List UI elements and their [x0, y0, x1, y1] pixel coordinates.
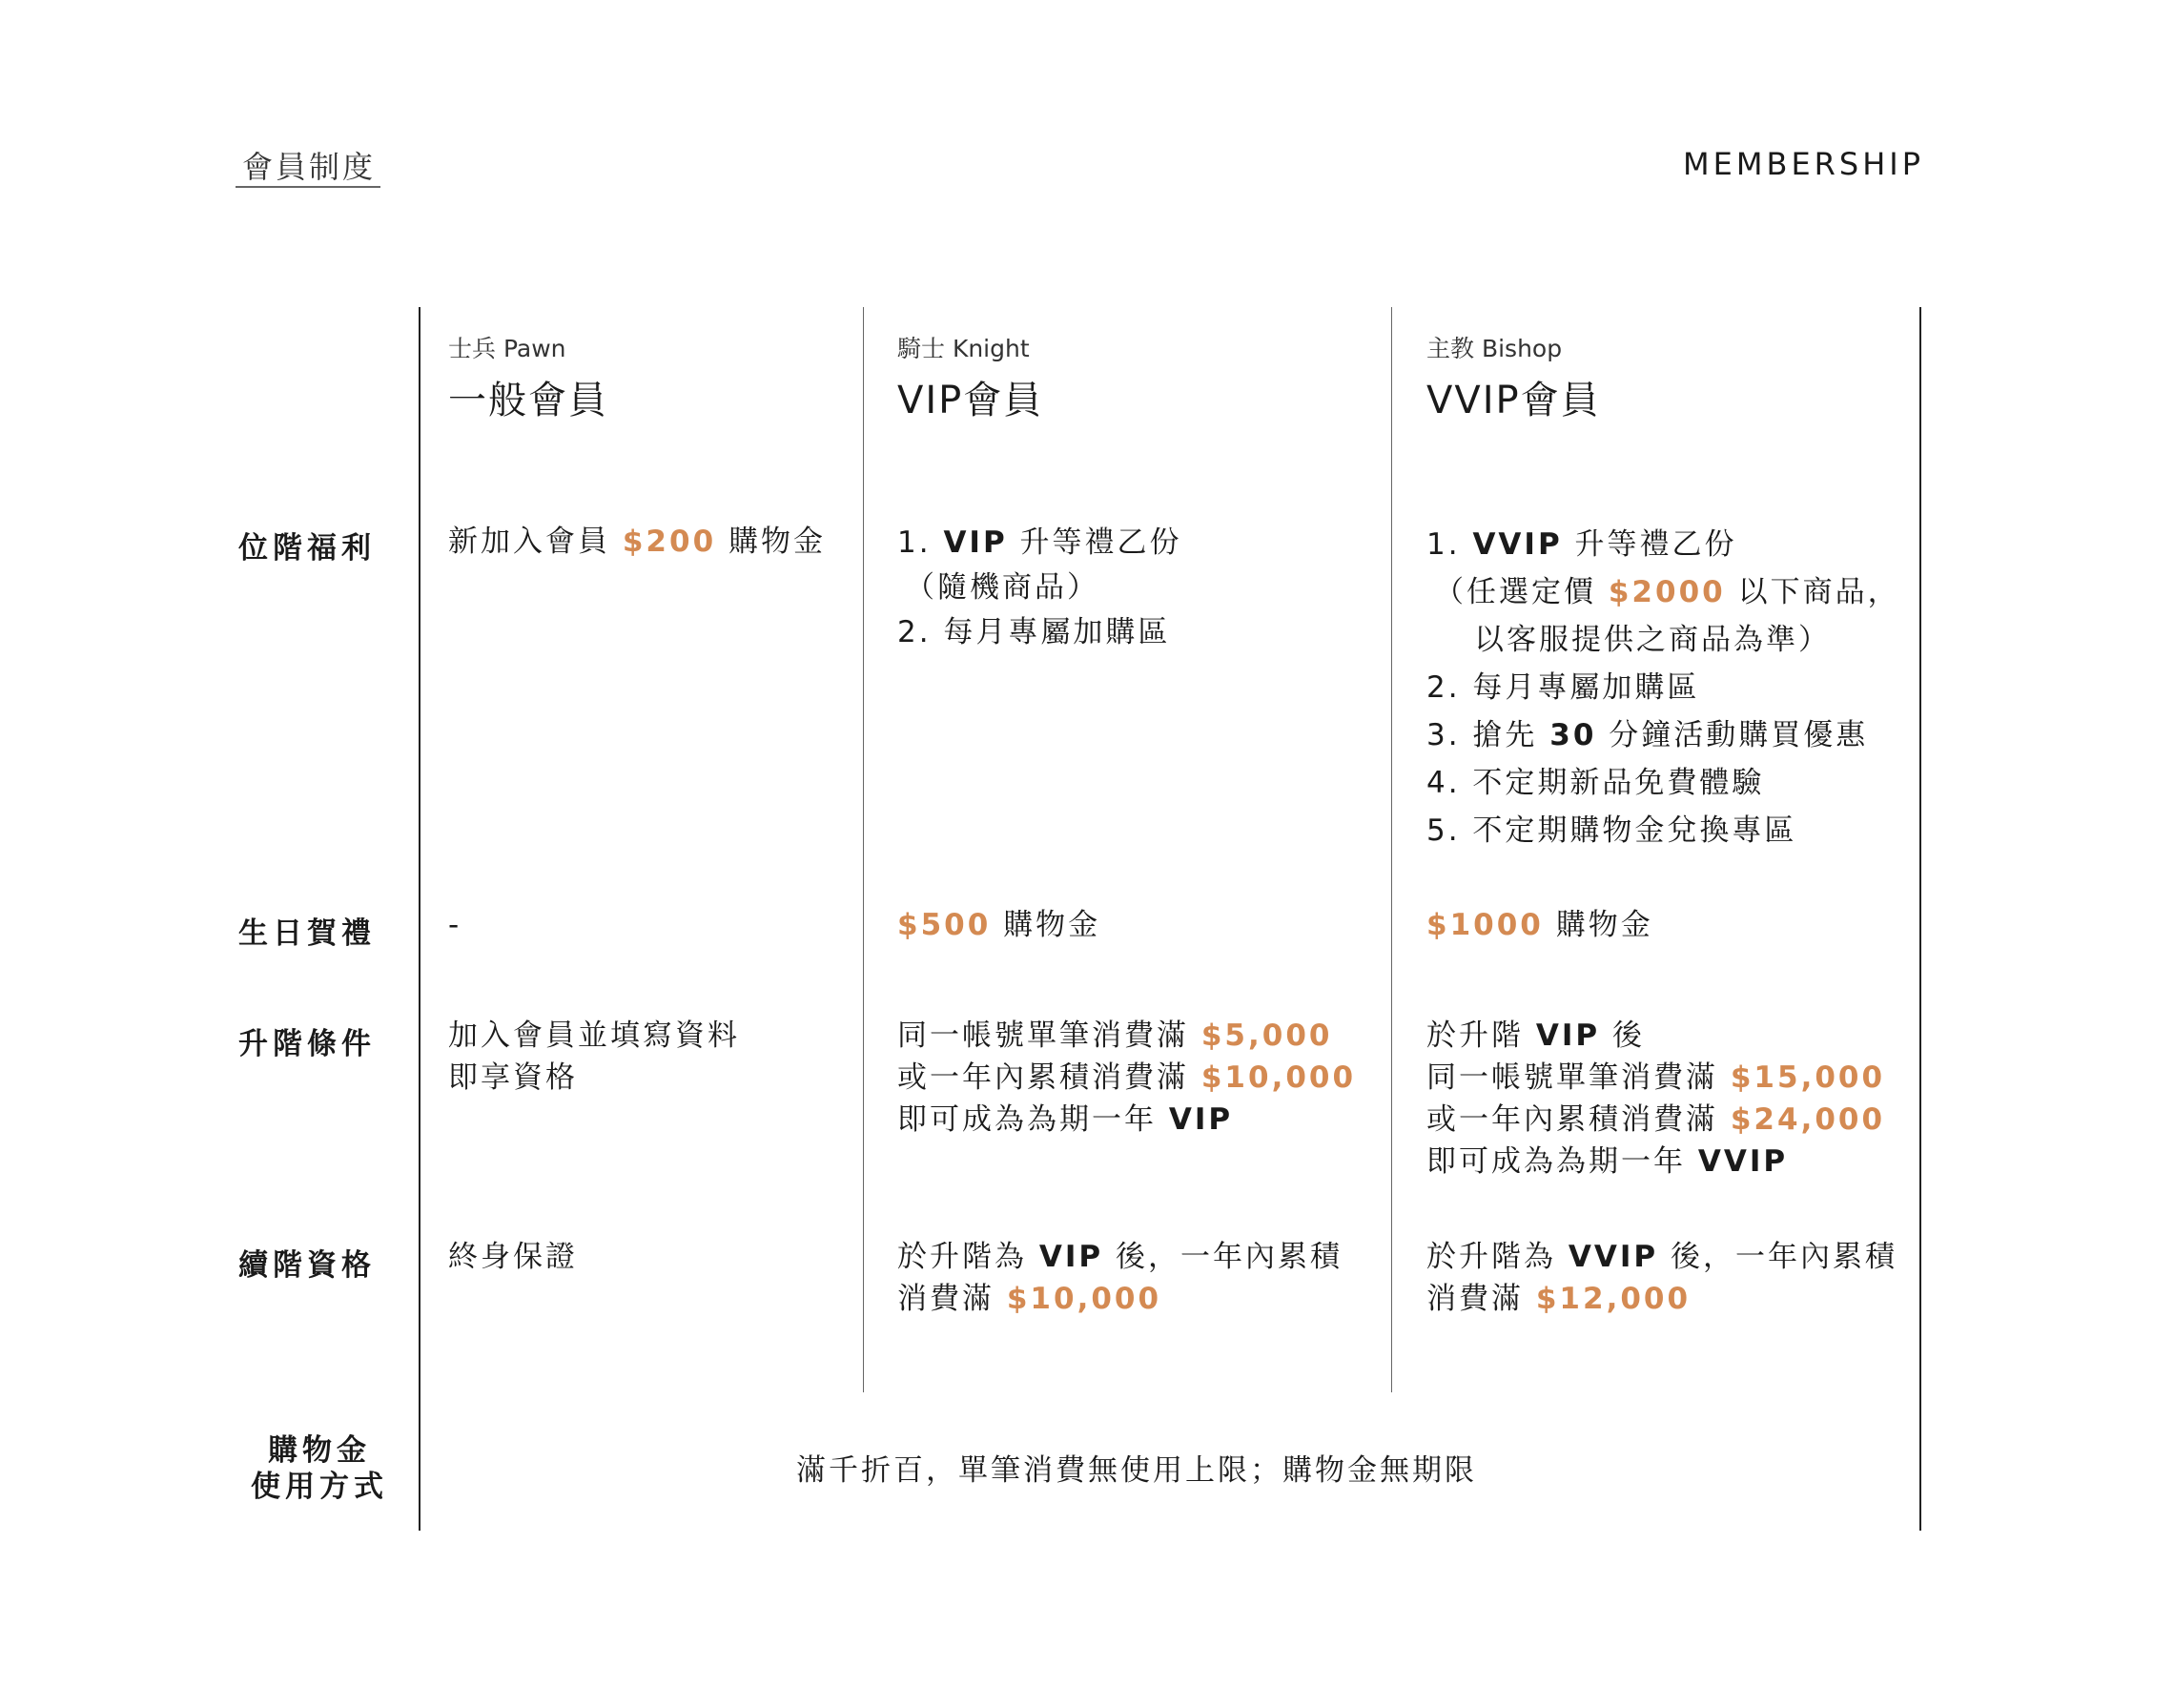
text: 或一年內累積消費滿 [1426, 1102, 1731, 1137]
renewal-bishop [1426, 1236, 1897, 1320]
text: 以下商品， [1725, 575, 1900, 609]
text: 1. [897, 525, 944, 560]
column-divider-right [1919, 307, 1921, 1531]
benefit-item-note: （隨機商品） [905, 570, 1099, 605]
text: 購物金 [991, 908, 1101, 942]
text: 消費滿 [1426, 1282, 1536, 1316]
text: 加入會員並填寫資料 [448, 1019, 740, 1053]
text [1426, 1236, 1897, 1278]
birthday-knight [897, 904, 1100, 946]
text: 即可成為為期一年 [897, 1102, 1169, 1137]
text: VIP [943, 525, 1008, 560]
text: VIP [1535, 1019, 1601, 1053]
page-title-english: MEMBERSHIP [1683, 146, 1924, 182]
tier-header-bishop [1426, 330, 1601, 424]
renewal-knight [897, 1236, 1343, 1320]
title-underline [236, 186, 380, 188]
text: VIP [1168, 1102, 1234, 1137]
row-label-renewal: 續階資格 [238, 1248, 376, 1283]
amount: $200 [622, 525, 717, 559]
text: 於升階為 [1426, 1240, 1569, 1274]
renewal-pawn: 終身保證 [448, 1240, 578, 1274]
benefits-bishop [1426, 521, 1900, 854]
amount: $10,000 [1006, 1282, 1162, 1316]
column-divider-2 [1391, 307, 1392, 1392]
upgrade-bishop [1426, 1015, 1885, 1183]
text: 或一年內累積消費滿 [897, 1060, 1201, 1095]
text [1426, 1141, 1885, 1183]
page-title: 會員制度 [242, 149, 377, 185]
text: 升等禮乙份 [1562, 527, 1737, 562]
text: 同一帳號單筆消費滿 [1426, 1060, 1731, 1095]
row-label-upgrade: 升階條件 [238, 1027, 376, 1061]
column-divider-left [419, 307, 420, 1531]
upgrade-knight [897, 1015, 1356, 1141]
tier-header-pawn [448, 330, 608, 424]
benefit-item: 5. 不定期購物金兌換專區 [1426, 813, 1797, 848]
text [1426, 1057, 1885, 1099]
benefit-item-note [1426, 568, 1900, 616]
amount: $15,000 [1730, 1060, 1886, 1095]
benefit-item [1426, 521, 1900, 568]
text: 後，一年內累積 [1103, 1240, 1343, 1274]
text: 即可成為為期一年 [1426, 1144, 1698, 1179]
birthday-pawn: - [448, 908, 462, 942]
benefit-item: 2. 每月專屬加購區 [897, 615, 1171, 649]
text [897, 1099, 1356, 1141]
text: 於升階 [1426, 1019, 1536, 1053]
usage-description: 滿千折百，單筆消費無使用上限；購物金無期限 [796, 1453, 1477, 1488]
text: VVIP [1472, 527, 1563, 562]
birthday-bishop [1426, 904, 1653, 946]
text: 後 [1600, 1019, 1645, 1053]
text: 消費滿 [897, 1282, 1007, 1316]
text: 購物金 [716, 525, 826, 559]
text: （任選定價 [1434, 575, 1609, 609]
tier-sub-label: 士兵 Pawn [448, 335, 566, 362]
text: 於升階為 [897, 1240, 1039, 1274]
amount: $2000 [1608, 575, 1726, 609]
text: 分鐘活動購買優惠 [1596, 718, 1869, 752]
text: 30 [1549, 718, 1597, 752]
benefit-item [897, 521, 1182, 566]
column-divider-1 [863, 307, 864, 1392]
usage-label-line2: 使用方式 [251, 1470, 388, 1504]
text: 新加入會員 [448, 525, 623, 559]
tier-sub-label: 主教 Bishop [1426, 335, 1563, 362]
text: 同一帳號單筆消費滿 [897, 1019, 1201, 1053]
tier-sub-label: 騎士 Knight [897, 335, 1030, 362]
benefit-item [1426, 711, 1900, 759]
upgrade-pawn [448, 1015, 740, 1099]
tier-header-knight [897, 330, 1043, 424]
amount: $24,000 [1730, 1102, 1886, 1137]
text: 購物金 [1543, 908, 1653, 942]
text: VVIP [1697, 1144, 1789, 1179]
amount: $500 [897, 908, 992, 942]
text [897, 1057, 1356, 1099]
tier-name: VVIP會員 [1426, 379, 1601, 422]
usage-label-line1: 購物金 [268, 1433, 371, 1468]
benefits-pawn [448, 521, 826, 563]
text [897, 1278, 1343, 1320]
text [1426, 1015, 1885, 1057]
text: 即享資格 [448, 1060, 578, 1095]
text: VVIP [1568, 1240, 1659, 1274]
text: 3. 搶先 [1426, 718, 1550, 752]
text: 1. [1426, 527, 1473, 562]
text [1426, 1278, 1897, 1320]
row-label-usage [238, 1432, 400, 1505]
tier-name: 一般會員 [448, 379, 608, 422]
benefits-knight [897, 521, 1182, 655]
tier-name: VIP會員 [897, 379, 1044, 422]
text: 後，一年內累積 [1658, 1240, 1897, 1274]
benefit-item-note: 以客服提供之商品為準） [1474, 623, 1831, 657]
row-label-benefits: 位階福利 [238, 531, 376, 566]
amount: $10,000 [1200, 1060, 1357, 1095]
text: 升等禮乙份 [1007, 525, 1182, 560]
row-label-birthday: 生日賀禮 [238, 916, 376, 951]
amount: $1000 [1426, 908, 1544, 942]
amount: $5,000 [1200, 1019, 1333, 1053]
text: VIP [1038, 1240, 1104, 1274]
benefit-item: 2. 每月專屬加購區 [1426, 670, 1700, 705]
benefit-item: 4. 不定期新品免費體驗 [1426, 766, 1765, 800]
text [897, 1015, 1356, 1057]
text [897, 1236, 1343, 1278]
text [1426, 1099, 1885, 1141]
amount: $12,000 [1535, 1282, 1692, 1316]
